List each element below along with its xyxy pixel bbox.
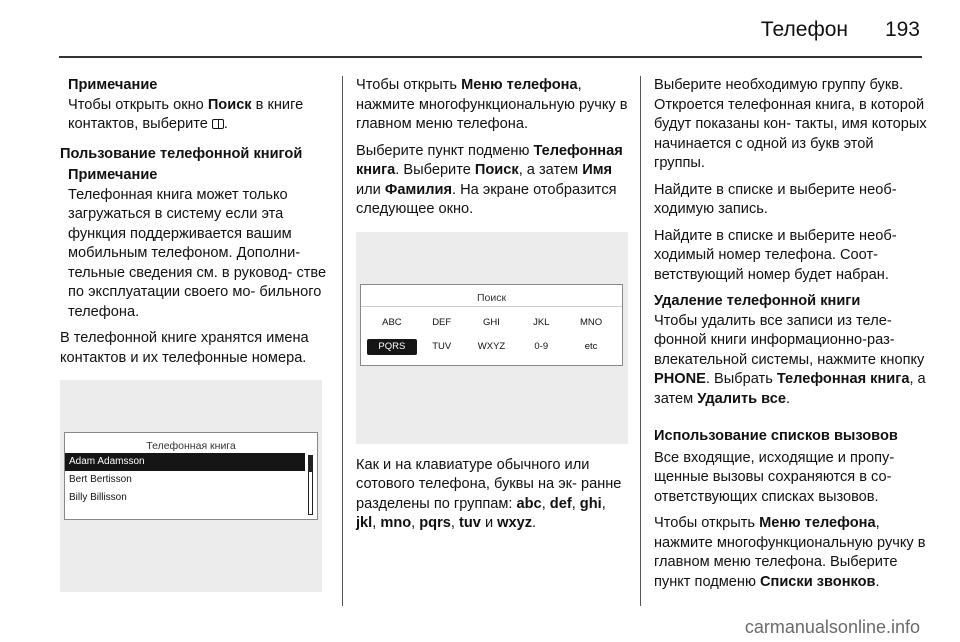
- col3-para-3: Найдите в списке и выберите необ- ходимый номер телефона. Соот- ветствующий номер будет набран.: [654, 227, 897, 283]
- key-button[interactable]: etc: [584, 340, 598, 352]
- key-grid: [361, 307, 622, 355]
- note-1-text-post: в книге контактов, выберите: [68, 96, 304, 132]
- group: abc: [516, 495, 542, 512]
- note-1: [60, 76, 330, 135]
- phonebook-frame: [64, 432, 318, 520]
- bold-term: Поиск: [474, 162, 519, 178]
- bold-term: Имя: [582, 162, 613, 178]
- group: tuv: [459, 515, 481, 531]
- text: Чтобы удалить все записи из теле- фонной книги информационно-раз- влекательной системы, нажмите кнопку: [654, 312, 925, 368]
- header-rule: [59, 56, 922, 58]
- text: Чтобы открыть: [654, 515, 760, 531]
- sep: ,: [411, 515, 420, 531]
- text: . Выбрать: [705, 371, 777, 387]
- note-2-title: Примечание: [68, 167, 158, 183]
- phonebook-scrollbar[interactable]: [308, 455, 313, 515]
- col3-calls-para-1: Все входящие, исходящие и пропу- щенные вызовы сохраняются в со- ответствующих списках вызовов.: [654, 449, 895, 505]
- note-1-title: Примечание: [68, 77, 158, 93]
- text: .: [532, 515, 537, 531]
- bold-term: Фамилия: [384, 181, 452, 198]
- phonebook-entry[interactable]: Billy Billisson: [69, 492, 127, 503]
- sep: ,: [541, 495, 550, 512]
- col3-para-2: Найдите в списке и выберите необ- ходимую запись.: [654, 181, 897, 217]
- note-1-bold: Поиск: [207, 96, 252, 113]
- note-1-text: Чтобы открыть окно Поиск в книге контактов, выберите .: [68, 96, 304, 132]
- bold-term: Удалить все: [697, 390, 787, 407]
- phonebook-entry[interactable]: Bert Bertisson: [69, 474, 132, 485]
- group: wxyz: [497, 515, 533, 531]
- section-title-delete: Удаление телефонной книги: [654, 293, 861, 309]
- column-3: [654, 76, 928, 599]
- sep: и: [480, 515, 498, 531]
- col3-delete-para: [654, 312, 928, 410]
- col3-para-1: Выберите необходимую группу букв. Откроется телефонная книга, в которой будут показаны кон- такты, имя которых начинается с одной из букв этой группы.: [654, 77, 927, 171]
- note-2: [60, 166, 330, 322]
- phonebook-entry[interactable]: Adam Adamsson: [65, 453, 305, 471]
- col2-para-3: [356, 456, 628, 534]
- book-icon: [212, 119, 224, 129]
- text: .: [786, 390, 791, 407]
- phonebook-screenshot: [60, 380, 322, 592]
- key-button[interactable]: TUV: [432, 340, 452, 352]
- bold-term: Телефонная книга: [776, 371, 910, 387]
- phonebook-title: Телефонная книга: [146, 440, 236, 452]
- note-2-text: Телефонная книга может только загружаться в систему если эта функция поддерживается вашим мобильным телефоном. Дополни- тельные сведения см. в руковод- стве по эксплуатации своего мо- бильного телефона.: [68, 186, 327, 320]
- watermark: carmanualsonline.info: [744, 617, 920, 637]
- text: , а затем: [518, 162, 583, 178]
- column-1: [60, 76, 330, 592]
- key-button[interactable]: 0-9: [534, 340, 549, 352]
- text: , нажмите многофункциональную ручку в главном меню телефона. Выберите пункт подменю: [654, 515, 926, 590]
- bold-term: Меню телефона: [461, 77, 578, 93]
- col2-para-2: [356, 142, 628, 220]
- text: .: [875, 573, 880, 590]
- key-button[interactable]: WXYZ: [477, 340, 506, 352]
- sep: ,: [571, 495, 580, 512]
- sep: ,: [372, 515, 381, 531]
- group: mno: [380, 515, 412, 531]
- bold-term: Меню телефона: [759, 515, 876, 531]
- group: pqrs: [419, 515, 451, 531]
- bold-term: PHONE: [654, 371, 706, 387]
- col3-calls-para-2: [654, 514, 928, 592]
- key-button-selected[interactable]: PQRS: [367, 339, 417, 355]
- phonebook-paragraph: В телефонной книге хранятся имена контактов и их телефонные номера.: [60, 330, 309, 366]
- sep: ,: [450, 515, 459, 531]
- search-screenshot: [356, 232, 628, 444]
- page-number: 193: [884, 18, 920, 41]
- text: . На экране отобразится следующее окно.: [356, 181, 617, 217]
- bold-term: Списки звонков: [759, 573, 876, 590]
- key-button[interactable]: ABC: [382, 316, 402, 328]
- column-2: [356, 76, 628, 541]
- search-frame: [360, 284, 623, 366]
- scrollbar-thumb[interactable]: [309, 456, 312, 472]
- section-title-phonebook: Пользование телефонной книгой: [60, 145, 303, 162]
- bold-term: Телефонная книга: [356, 142, 623, 178]
- text: или: [356, 181, 385, 198]
- key-button[interactable]: DEF: [432, 316, 452, 328]
- group: ghi: [579, 495, 602, 512]
- search-title: Поиск: [361, 285, 622, 307]
- text: , а затем: [654, 371, 926, 407]
- key-button[interactable]: JKL: [533, 316, 550, 328]
- text: . Выберите: [395, 162, 475, 178]
- column-divider: [640, 76, 641, 606]
- page-header: [0, 0, 960, 50]
- sep: ,: [601, 495, 606, 512]
- text: , нажмите многофункциональную ручку в главном меню телефона.: [356, 77, 628, 132]
- section-title-calls: Использование списков вызовов: [654, 428, 898, 444]
- page-title: Телефон: [760, 18, 848, 41]
- text: Как и на клавиатуре обычного или сотового телефона, буквы на эк- ранне разделены по группам:: [356, 456, 622, 512]
- col2-para-1: [356, 76, 628, 135]
- text: Чтобы открыть: [356, 77, 462, 93]
- key-button[interactable]: GHI: [483, 316, 500, 328]
- group: jkl: [356, 515, 373, 531]
- group: def: [549, 495, 572, 512]
- text: Выберите пункт подменю: [356, 142, 534, 159]
- column-divider: [342, 76, 343, 606]
- note-1-text-pre: Чтобы открыть окно: [68, 96, 208, 113]
- key-button[interactable]: MNO: [580, 316, 603, 328]
